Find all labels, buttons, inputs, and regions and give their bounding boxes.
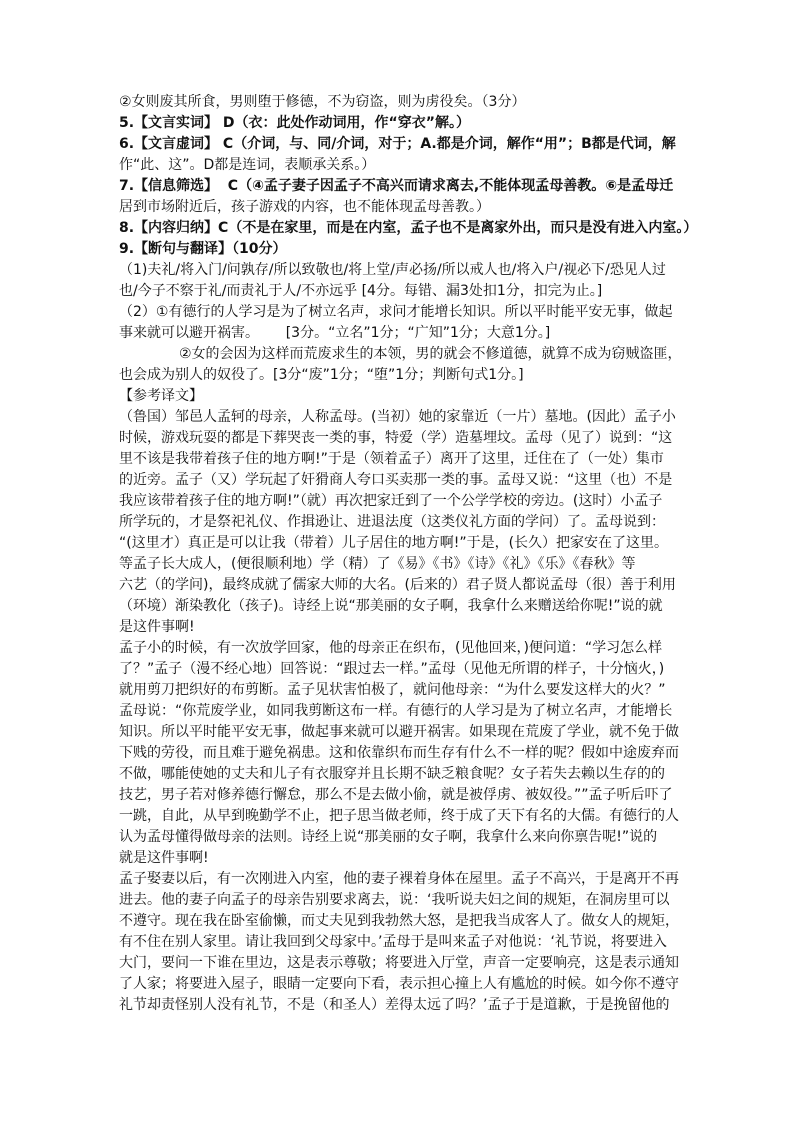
text-line: 是这件事啊! <box>119 619 195 635</box>
text-line: 我应该带着孩子住的地方啊!”（就）再次把家迁到了一个公学学校的旁边。(这时）小孟子 <box>119 493 663 509</box>
text-line: 孟子小的时候，有一次放学回家，他的母亲正在织布，(见他回来，)便问道：“学习怎么样 <box>119 640 663 656</box>
text-line: 就用剪刀把织好的布剪断。孟子见状害怕极了，就问他母亲：“为什么要发这样大的火？” <box>119 682 666 698</box>
text-line: 等孟子长大成人，(便很顺利地）学（精）了《易》《书》《诗》《礼》《乐》《春秋》等 <box>119 556 636 572</box>
text-line: 孟母说：“你荒废学业，如同我剪断这布一样。有德行的人学习是为了树立名声，才能增长 <box>119 703 673 719</box>
text-line: 5.【文言实词】 D（衣：此处作动词用，作“穿衣”解。） <box>119 115 470 131</box>
text-line: 6.【文言虚词】 C（介词，与、同/介词，对于；A.都是介词，解作“用”；B都是代词，解 <box>119 136 676 152</box>
text-line: 礼节却责怪别人没有礼节，不是（和圣人）差得太远了吗？’孟子于是道歉，于是挽留他的 <box>119 997 670 1013</box>
text-line: 9.【断句与翻译】（10分） <box>119 241 287 257</box>
text-line: 有不住在别人家里。请让我回到父母家中。’孟母于是叫来孟子对他说：‘礼节说，将要进入 <box>119 934 667 950</box>
text-line: 也会成为别人的奴役了。[3分“废”1分；“堕”1分；判断句式1分。] <box>119 367 524 383</box>
text-line: 下贱的劳役，而且难于避免祸患。这和依靠织布而生存有什么不一样的呢？假如中途废弃而 <box>119 745 679 761</box>
text-line: ②女的会因为这样而荒废求生的本领，男的就会不修道德，就算不成为窃贼盗匪， <box>179 346 682 362</box>
text-line: （环境）渐染教化（孩子)。诗经上说“那美丽的女子啊，我拿什么来赠送给你呢!”说的就 <box>119 598 663 614</box>
text-line: 一跳，自此，从早到晚勤学不止，把子思当做老师，终于成了天下有名的大儒。有德行的人 <box>119 808 679 824</box>
text-line: 【参考译文】 <box>119 388 203 404</box>
text-line: （鲁国）邹邑人孟轲的母亲，人称孟母。(当初）她的家靠近（一片）墓地。(因此）孟子小 <box>119 409 676 425</box>
text-line: 六艺（的学问)，最终成就了儒家大师的大名。(后来的）君子贤人都说孟母（很）善于利用 <box>119 577 676 593</box>
text-line: 了人家；将要进入屋子，眼睛一定要向下看，表示担心撞上人有尴尬的时候。如今你不遵守 <box>119 976 679 992</box>
text-line: （2）①有德行的人学习是为了树立名声，求问才能增长知识。所以平时能平安无事，做起 <box>119 304 673 320</box>
text-line: 所学玩的，才是祭祀礼仪、作揖逊让、进退法度（这类仪礼方面的学问）了。孟母说到： <box>119 514 665 530</box>
text-line: 也/今子不察于礼/而责礼于人/不亦远乎 [4分。每错、漏3处扣1分，扣完为止。] <box>119 283 603 299</box>
text-line: 孟子娶妻以后，有一次刚进入内室，他的妻子裸着身体在屋里。孟子不高兴，于是离开不再 <box>119 871 679 887</box>
text-line: 事来就可以避开祸害。 [3分。“立名”1分；“广知”1分；大意1分。] <box>119 325 551 341</box>
text-line: 的近旁。孟子（又）学玩起了奸猾商人夸口买卖那一类的事。孟母又说：“这里（也）不是 <box>119 472 673 488</box>
text-line: 不做，哪能使她的丈夫和儿子有衣服穿并且长期不缺乏粮食呢？女子若失去赖以生存的的 <box>119 766 665 782</box>
text-line: 7.【信息筛选】 C（④孟子妻子因孟子不高兴而请求离去,不能体现孟母善教。⑥是孟母迁 <box>119 178 674 194</box>
text-line: 认为孟母懂得做母亲的法则。诗经上说“那美丽的女子啊，我拿什么来向你禀告呢!”说的 <box>119 829 658 845</box>
text-line: 进去。他的妻子向孟子的母亲告别要求离去，说：‘我听说夫妇之间的规矩，在洞房里可以 <box>119 892 670 908</box>
text-line: 作“此、这”。D都是连词，表顺承关系。） <box>119 157 376 173</box>
text-line: 就是这件事啊! <box>119 850 209 866</box>
text-line: （1)夫礼/将入门/问孰存/所以致敬也/将上堂/声必扬/所以戒人也/将入户/视必下/恐见人过 <box>119 262 666 278</box>
document-body <box>119 92 698 1016</box>
text-line: 大门，要问一下谁在里边，这是表示尊敬；将要进入厅堂，声音一定要响亮，这是表示通知 <box>119 955 679 971</box>
text-line: ②女则废其所食，男则堕于修德，不为窃盗，则为虏役矣。（3分） <box>119 94 526 110</box>
text-line: 了？”孟子（漫不经心地）回答说：“跟过去一样。”孟母（见他无所谓的样子，十分恼火，) <box>119 661 665 677</box>
text-line: 时候，游戏玩耍的都是下葬哭丧一类的事，特爱（学）造墓埋坟。孟母（见了）说到：“这 <box>119 430 673 446</box>
text-line: 居到市场附近后，孩子游戏的内容，也不能体现孟母善教。） <box>119 199 490 215</box>
text-line: 技艺，男子若对修养德行懈怠，那么不是去做小偷，就是被俘虏、被奴役。””孟子听后吓了 <box>119 787 673 803</box>
text-line: 不遵守。现在我在卧室偷懒，而丈夫见到我勃然大怒，是把我当成客人了。做女人的规矩， <box>119 913 679 929</box>
text-line: 里不该是我带着孩子住的地方啊!”于是（领着孟子）离开了这里，迁住在了（一处）集市 <box>119 451 664 467</box>
text-line: 知识。所以平时能平安无事，做起事来就可以避开祸害。如果现在荒废了学业，就不免于做 <box>119 724 679 740</box>
text-line: “(这里才）真正是可以让我（带着）儿子居住的地方啊!”于是，(长久）把家安在了这里。 <box>119 535 669 551</box>
text-line: 8.【内容归纳】C（不是在家里，而是在内室，孟子也不是离家外出，而只是没有进入内室。） <box>119 220 698 236</box>
